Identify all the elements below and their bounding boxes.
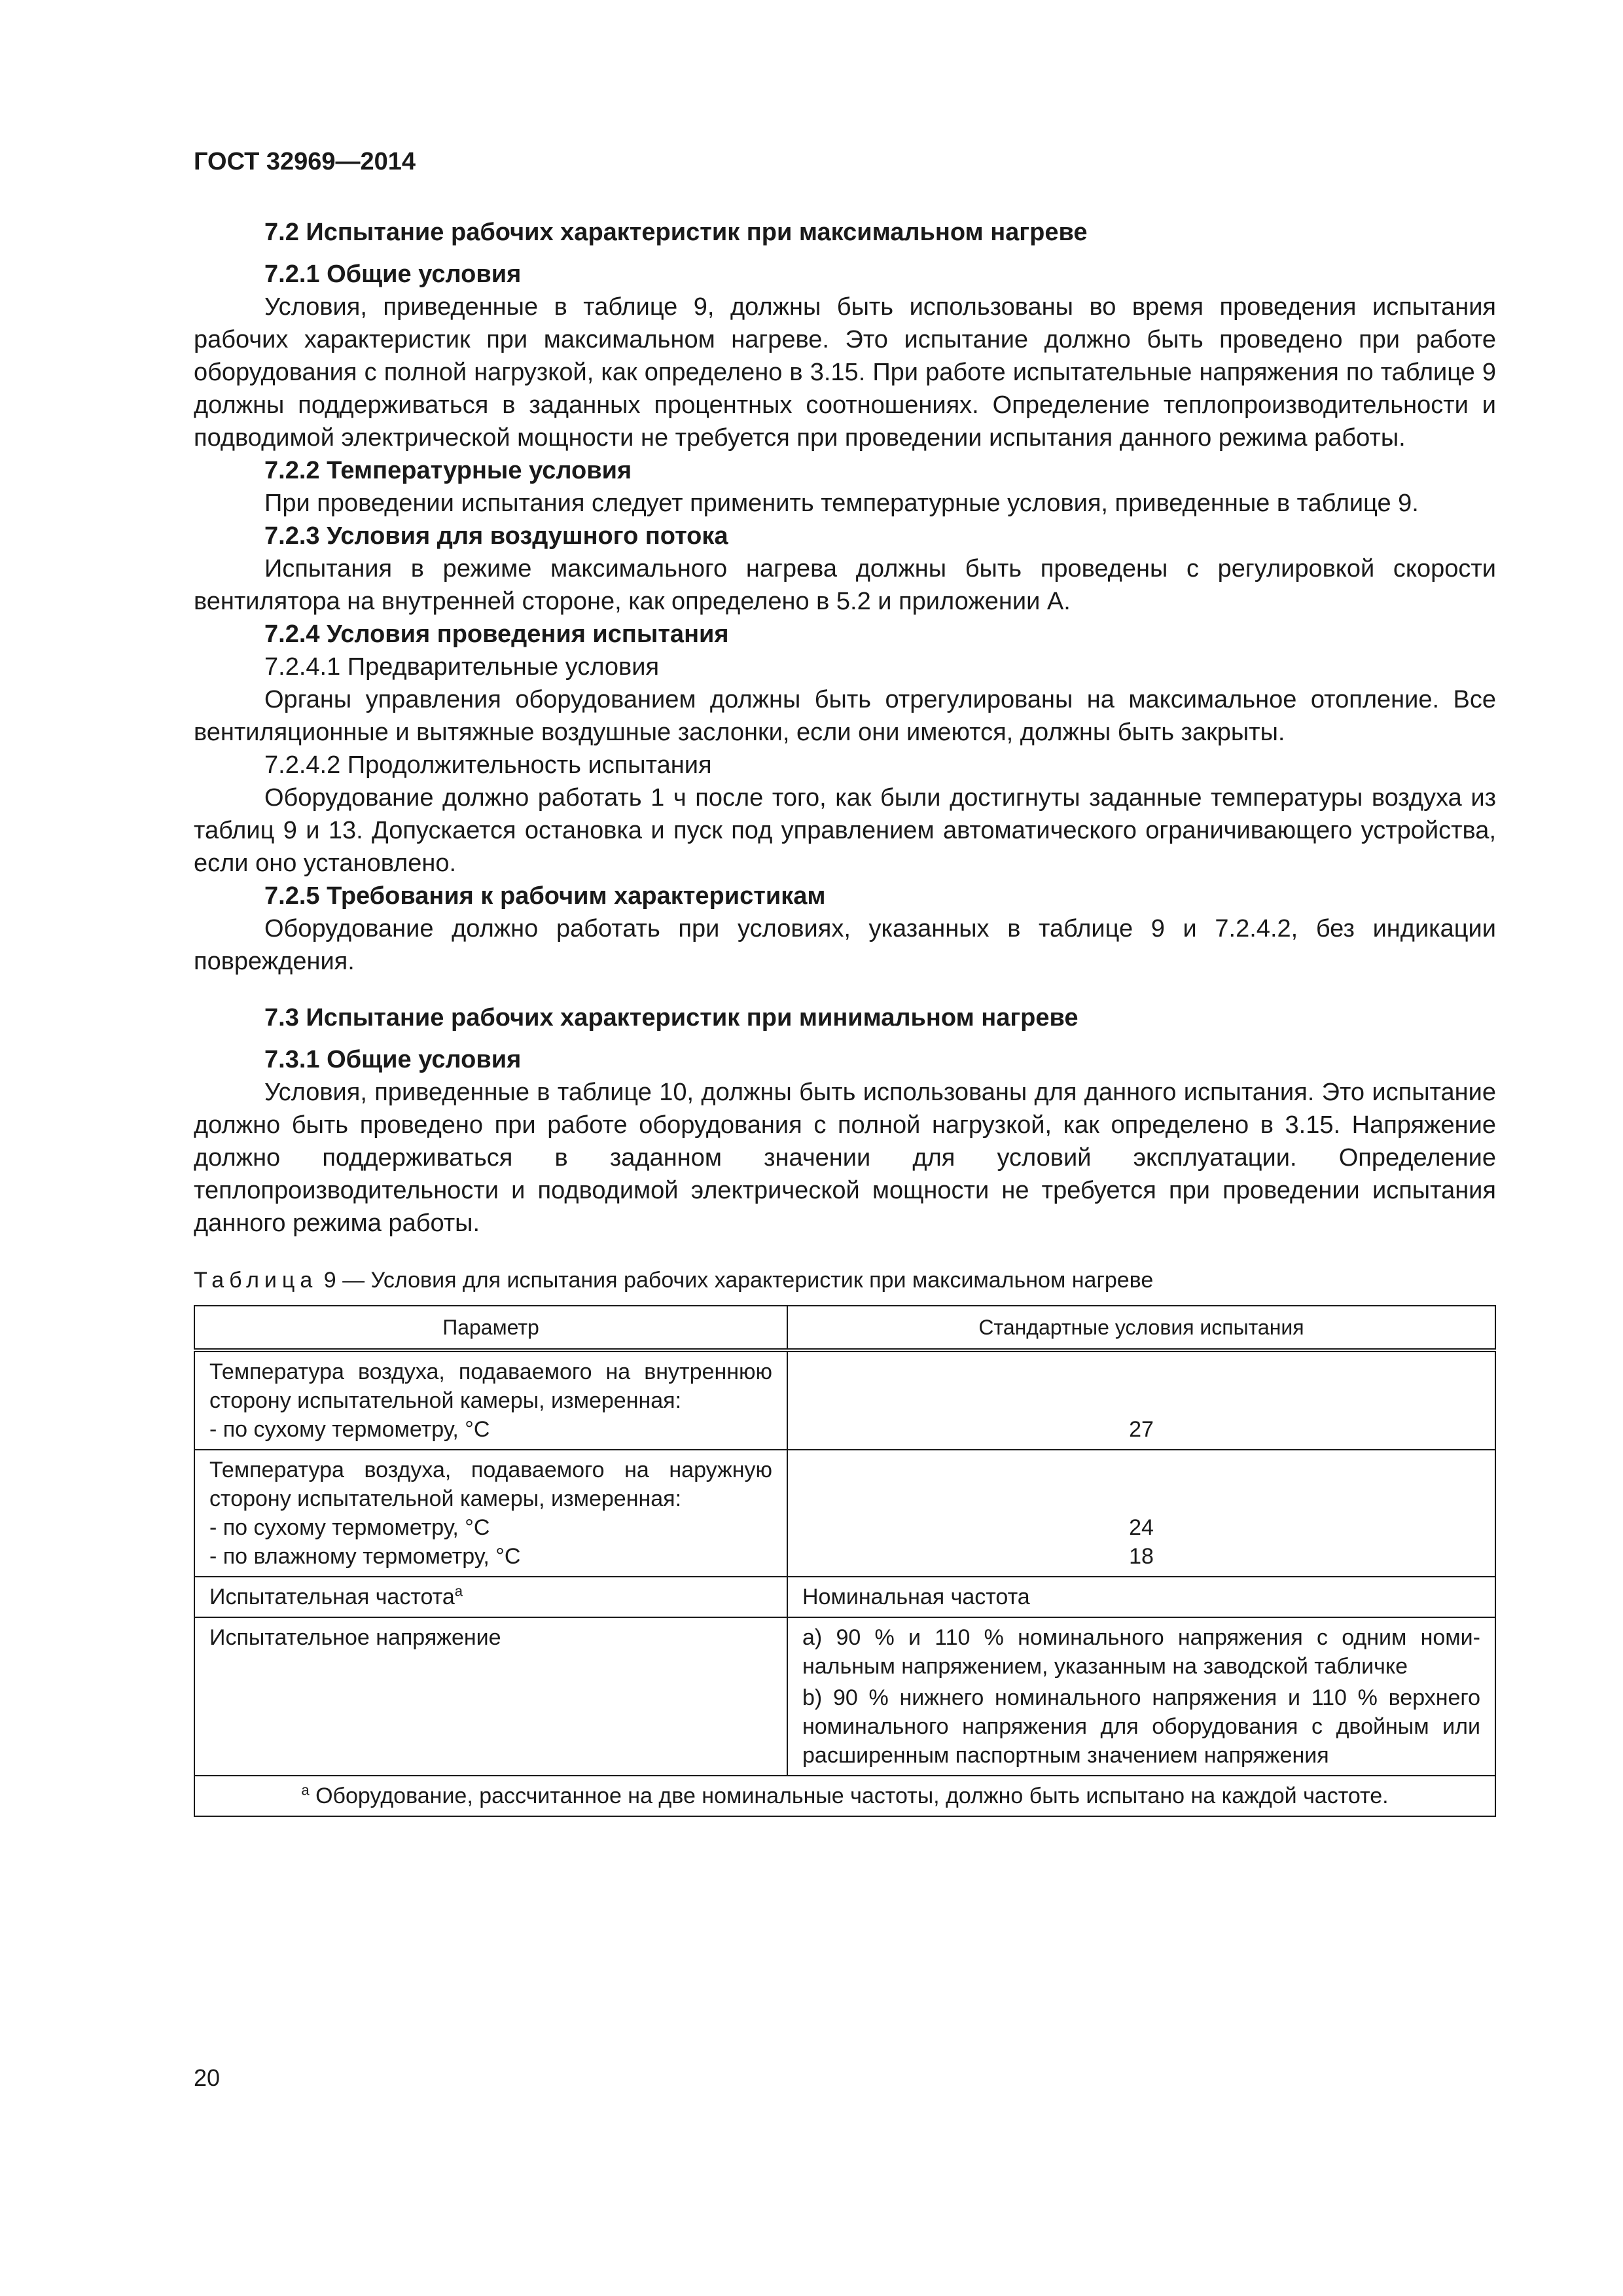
table-9 — [194, 1305, 1496, 1817]
footnote-mark: a — [301, 1782, 310, 1799]
row3-param-text: Испытательная частота — [209, 1585, 455, 1609]
header-parameter: Параметр — [194, 1306, 787, 1350]
row1-dry-bulb: - по сухому термометру, °С — [209, 1417, 490, 1442]
section-7-2-5-title: 7.2.5 Требования к рабочим характеристикам — [264, 882, 826, 910]
row2-parameter — [194, 1450, 787, 1577]
row2-param-text: Температура воздуха, подаваемого на наружную сторону испытательной камеры, измеренная: — [209, 1458, 772, 1511]
section-7-2-4-1-title: 7.2.4.1 Предварительные условия — [264, 653, 660, 681]
row2-value — [787, 1450, 1495, 1577]
section-7-2-title: 7.2 Испытание рабочих характеристик при максимальном нагреве — [264, 219, 1088, 246]
row2-dry-bulb: - по сухому термометру, °С — [209, 1515, 490, 1540]
table-9-caption-label: Таблица — [194, 1268, 318, 1293]
section-7-2-2-text: При проведении испытания следует применить температурные условия, приведенные в таблице 9. — [264, 490, 1419, 517]
table-footnote-row — [194, 1776, 1495, 1816]
section-7-3-1-title: 7.3.1 Общие условия — [264, 1046, 522, 1073]
page-body — [194, 216, 1496, 1817]
section-7-2-1-title: 7.2.1 Общие условия — [264, 260, 522, 288]
row3-value: Номинальная частота — [787, 1577, 1495, 1617]
row2-wet-value: 18 — [1129, 1544, 1154, 1569]
row3-footnote-ref: a — [454, 1583, 463, 1600]
section-7-2-3-text: Испытания в режиме максимального нагрева должны быть проведены с регулировкой скорости вентилятора на внутренней стороне, как определено в 5.2 и приложении А. — [194, 555, 1496, 615]
section-7-2-4-1-text: Органы управления оборудованием должны быть отрегулированы на максимальное отопление. Все вентиляционные и вытяжные воздушные заслонки, если они имеются, должны быть закрыты. — [194, 686, 1496, 746]
row1-dry-value: 27 — [1129, 1417, 1154, 1442]
footnote-text: Оборудование, рассчитанное на две номинальные частоты, должно быть испытано на каждой частоте. — [309, 1784, 1389, 1808]
row1-param-text: Температура воздуха, подаваемого на внутреннюю сторону испытательной камеры, измеренная: — [209, 1359, 772, 1413]
table-row — [194, 1577, 1495, 1617]
row1-value — [787, 1350, 1495, 1450]
table-row — [194, 1617, 1495, 1776]
row4-parameter: Испытательное напряжение — [194, 1617, 787, 1776]
section-7-2-3-title: 7.2.3 Условия для воздушного потока — [264, 522, 728, 550]
table-footnote — [194, 1776, 1495, 1816]
section-7-2-4-title: 7.2.4 Условия проведения испытания — [264, 620, 729, 648]
section-7-2-1-text: Условия, приведенные в таблице 9, должны быть использованы во время проведения испытания рабочих характеристик при максимальном нагреве. Это испытание должно быть проведено при работе оборудования с полной нагрузкой, как определено в 3.15. При работе испытательные напряжения по таблице 9 должны поддерживаться в заданных процентных соотношениях. Определение теплопроизводительности и подводимой электрической мощности не требуется при проведении испытания данного режима работы. — [194, 293, 1496, 452]
row2-dry-value: 24 — [1129, 1515, 1154, 1540]
header-standard-conditions: Стандартные условия испытания — [787, 1306, 1495, 1350]
row2-wet-bulb: - по влажному термометру, °С — [209, 1544, 521, 1569]
row1-spacer-2 — [802, 1386, 1480, 1415]
row4-option-b: b) 90 % нижнего номинального напряжения и 110 % верхнего номинального напряжения для оборудования с двойным или расширенным паспортным значением напряжения — [802, 1685, 1480, 1768]
section-7-2-4-2-title: 7.2.4.2 Продолжительность испытания — [264, 751, 712, 779]
section-7-3-1-text: Условия, приведенные в таблице 10, должны быть использованы для данного испытания. Это испытание должно быть проведено при работе оборудования с полной нагрузкой, как определено в 3.15. Напряжение должно поддерживаться в заданном значении для условий эксплуатации. Определение теплопроизводительности и подводимой электрической мощности не требуется при проведении испытания данного режима работы. — [194, 1079, 1496, 1237]
table-9-caption-text: 9 — Условия для испытания рабочих характеристик при максимальном нагреве — [317, 1268, 1154, 1293]
section-7-2-2-title: 7.2.2 Температурные условия — [264, 457, 632, 484]
document-code: ГОСТ 32969—2014 — [194, 148, 416, 175]
row3-parameter — [194, 1577, 787, 1617]
row4-option-a: a) 90 % и 110 % номинального напряжения с одним номинальным напряжением, указанным на заводской табличке — [802, 1625, 1480, 1679]
row2-spacer — [802, 1456, 1480, 1484]
row4-value — [787, 1617, 1495, 1776]
section-7-2-5-text: Оборудование должно работать при условиях, указанных в таблице 9 и 7.2.4.2, без индикации повреждения. — [194, 915, 1496, 975]
page-number: 20 — [194, 2064, 221, 2091]
section-7-3-title: 7.3 Испытание рабочих характеристик при минимальном нагреве — [264, 1004, 1079, 1031]
row1-spacer — [802, 1357, 1480, 1386]
row1-parameter — [194, 1350, 787, 1450]
table-row — [194, 1350, 1495, 1450]
section-7-2-4-2-text: Оборудование должно работать 1 ч после того, как были достигнуты заданные температуры воздуха из таблиц 9 и 13. Допускается остановка и пуск под управлением автоматического ограничивающего устройства, если оно установлено. — [194, 784, 1496, 877]
table-header-row — [194, 1306, 1495, 1350]
table-9-caption — [194, 1266, 1496, 1295]
row2-spacer-2 — [802, 1484, 1480, 1513]
table-row — [194, 1450, 1495, 1577]
